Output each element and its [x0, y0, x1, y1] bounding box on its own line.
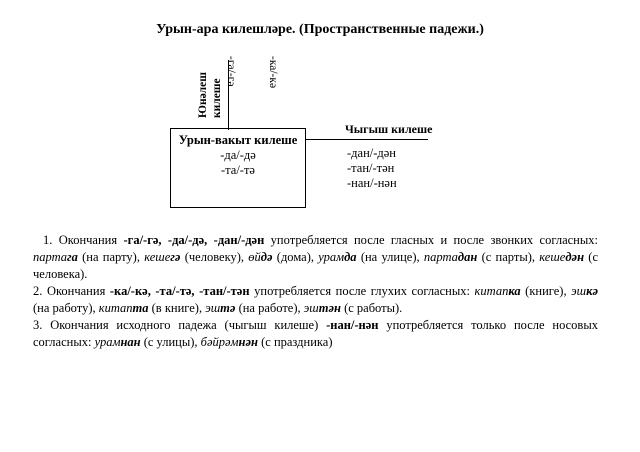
- rule-1: 1. Окончания -га/-гә, -да/-дә, -дан/-дән употребляется после гласных и после звонких согласных: партага (на парту), кешегә (человеку), өйдә (дома), урамда (на улице), партадан (с парты), кешедән (с человека).: [33, 233, 599, 281]
- locative-case-box: [170, 128, 306, 208]
- ablative-ending-1: -дан/-дән: [347, 146, 396, 160]
- directional-case-label: [196, 72, 224, 118]
- rules-text: [33, 232, 598, 351]
- ablative-case-label: Чыгыш килеше: [345, 122, 433, 136]
- ablative-arrow-line: [306, 139, 428, 140]
- directional-case-label-line2: килеше: [211, 78, 223, 118]
- ablative-ending-3: -нан/-нән: [347, 176, 397, 190]
- locative-ending-1: -да/-дә: [220, 148, 256, 162]
- rule-3: 3. Окончания исходного падежа (чыгыш килеше) -нан/-нән употребляется только после носовых согласных: урамнан (с улицы), бәйрәмнән (с праздника): [33, 318, 598, 349]
- page-title: Урын-ара килешләре. (Пространственные падежи.): [156, 22, 484, 37]
- locative-ending-2: -та/-тә: [221, 163, 255, 177]
- ablative-endings: [347, 146, 397, 191]
- rule-2: 2. Окончания -ка/-кә, -та/-тә, -тан/-тән употребляется после глухих согласных: китапка (книге), эшкә (на работу), китапта (в книге), эштә (на работе), эштән (с работы).: [33, 284, 599, 315]
- directional-case-label-line1: Юнәлеш: [197, 72, 209, 118]
- directional-ending-1: -га/-гә: [225, 56, 237, 87]
- locative-case-label: Урын-вакыт килеше: [178, 133, 298, 147]
- directional-ending-2: -ка/-кә: [267, 56, 279, 89]
- ablative-ending-2: -тан/-тән: [347, 161, 395, 175]
- directional-arrow-line: [228, 60, 229, 130]
